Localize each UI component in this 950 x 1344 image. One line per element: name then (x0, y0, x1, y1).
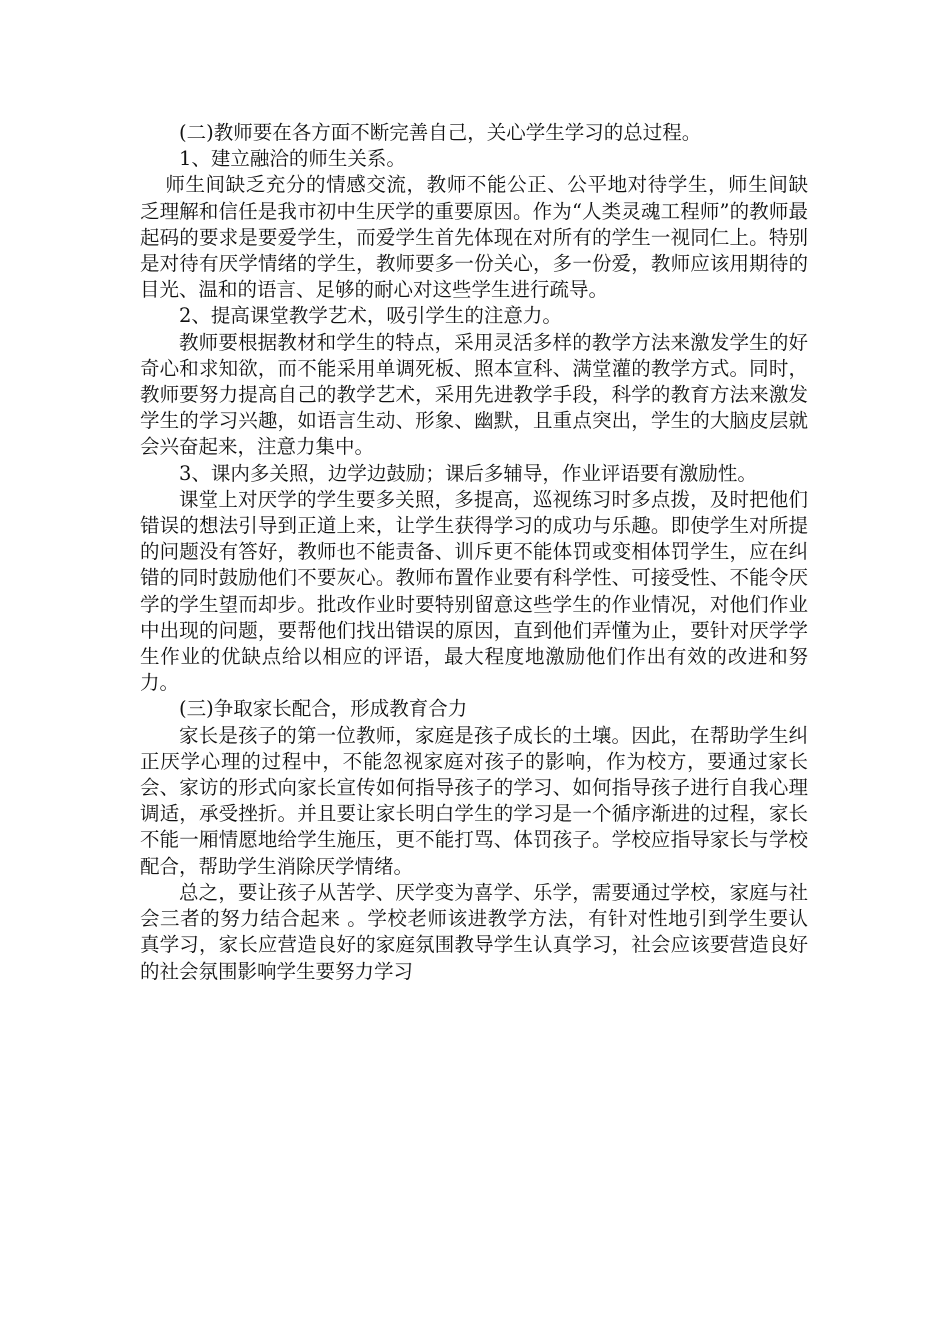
subheading-2: 2、提高课堂教学艺术，吸引学生的注意力。 (179, 304, 562, 328)
paragraph-classroom-art: 教师要根据教材和学生的特点，采用灵活多样的教学方法来激发学生的好奇心和求知欲，而不能采用单调死板、照本宣科、满堂灌的教学方式。同时，教师要努力提高自己的教学艺术，采用先进教学手段，科学的教育方法来激发学生的学习兴趣，如语言生动、形象、幽默，且重点突出，学生的大脑皮层就会兴奋起来，注意力集中。 (140, 330, 808, 459)
paragraph-teacher-student-relationship: 师生间缺乏充分的情感交流，教师不能公正、公平地对待学生，师生间缺乏理解和信任是我市初中生厌学的重要原因。作为“人类灵魂工程师”的教师最起码的要求是要爱学生，而爱学生首先体现在对所有的学生一视同仁上。特别是对待有厌学情绪的学生，教师要多一份关心，多一份爱，教师应该用期待的目光、温和的语言、足够的耐心对这些学生进行疏导。 (140, 173, 808, 302)
paragraph-parent-cooperation: 家长是孩子的第一位教师，家庭是孩子成长的土壤。因此，在帮助学生纠正厌学心理的过程中，不能忽视家庭对孩子的影响，作为校方，要通过家长会、家访的形式向家长宣传如何指导孩子的学习、如何指导孩子进行自我心理调适，承受挫折。并且要让家长明白学生的学习是一个循序渐进的过程，家长不能一厢情愿地给学生施压，更不能打骂、体罚孩子。学校应指导家长与学校配合，帮助学生消除厌学情绪。 (140, 723, 808, 878)
paragraph-care-and-encouragement: 课堂上对厌学的学生要多关照，多提高，巡视练习时多点拨，及时把他们错误的想法引导到正道上来，让学生获得学习的成功与乐趣。即使学生对所提的问题没有答好，教师也不能责备、训斥更不能体罚或变相体罚学生，应在纠错的同时鼓励他们不要灰心。教师布置作业要有科学性、可接受性、不能令厌学的学生望而却步。批改作业时要特别留意这些学生的作业情况，对他们作业中出现的问题，要帮他们找出错误的原因，直到他们弄懂为止，要针对厌学学生作业的优缺点给以相应的评语，最大程度地激励他们作出有效的改进和努力。 (140, 487, 808, 695)
section-heading-2: (二)教师要在各方面不断完善自己，关心学生学习的总过程。 (179, 121, 702, 144)
section-heading-3: (三)争取家长配合，形成教育合力 (179, 697, 468, 721)
document-body (140, 120, 808, 985)
subheading-3: 3、课内多关照，边学边鼓励；课后多辅导，作业评语要有激励性。 (179, 461, 757, 485)
paragraph-conclusion: 总之，要让孩子从苦学、厌学变为喜学、乐学，需要通过学校，家庭与社会三者的努力结合起来 。学校老师该进教学方法，有针对性地引到学生要认真学习，家长应营造良好的家庭氛围教导学生认真学习，社会应该要营造良好的社会氛围影响学生要努力学习 (140, 880, 808, 983)
subheading-1: 1、建立融洽的师生关系。 (179, 147, 406, 171)
